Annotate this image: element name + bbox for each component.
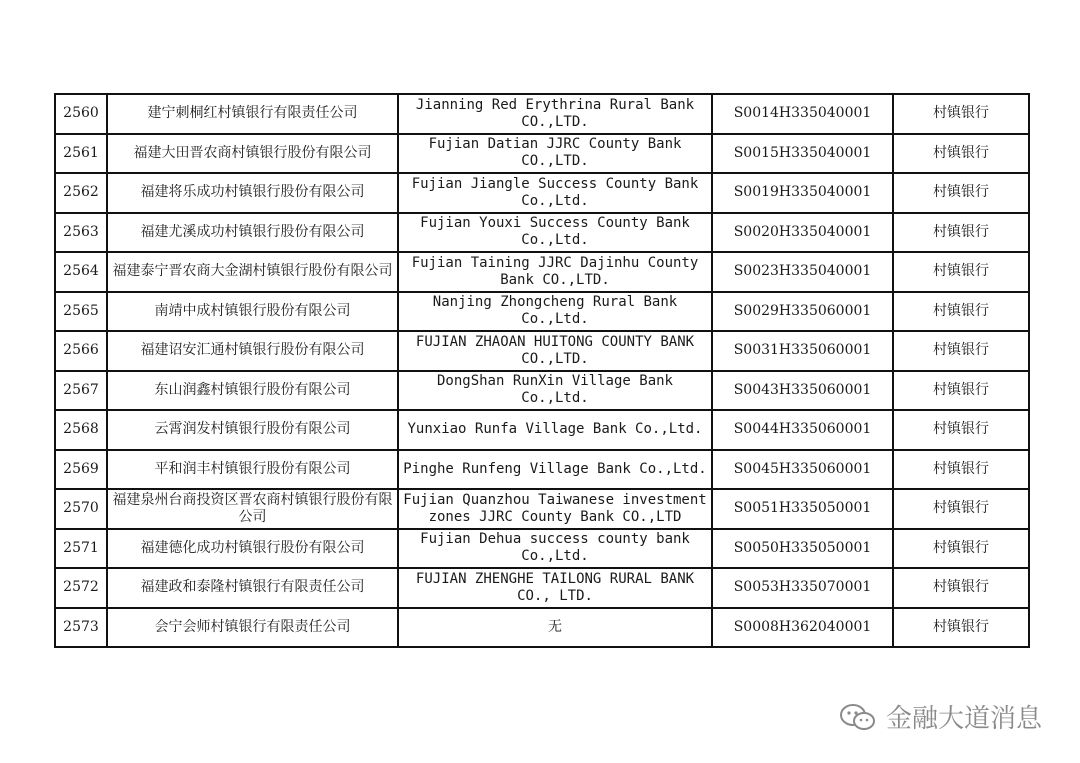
- table-row: [55, 410, 1029, 450]
- table-row: [55, 213, 1029, 253]
- cell-institution-type: 村镇银行: [893, 450, 1029, 490]
- cell-english-name: Yunxiao Runfa Village Bank Co.,Ltd.: [398, 410, 712, 450]
- cell-chinese-name: 福建将乐成功村镇银行股份有限公司: [107, 173, 398, 213]
- cell-institution-code: S0015H335040001: [712, 134, 893, 174]
- cell-institution-type: 村镇银行: [893, 331, 1029, 371]
- table-row: [55, 94, 1029, 134]
- cell-english-name: DongShan RunXin Village Bank Co.,Ltd.: [398, 371, 712, 411]
- table-row: [55, 292, 1029, 332]
- table-row: [55, 252, 1029, 292]
- cell-institution-code: S0045H335060001: [712, 450, 893, 490]
- cell-serial-number: 2571: [55, 529, 107, 569]
- cell-english-name: Fujian Jiangle Success County Bank Co.,Ltd.: [398, 173, 712, 213]
- cell-institution-code: S0023H335040001: [712, 252, 893, 292]
- cell-institution-code: S0031H335060001: [712, 331, 893, 371]
- cell-chinese-name: 会宁会师村镇银行有限责任公司: [107, 608, 398, 648]
- cell-institution-type: 村镇银行: [893, 568, 1029, 608]
- cell-chinese-name: 福建诏安汇通村镇银行股份有限公司: [107, 331, 398, 371]
- wechat-icon: [838, 702, 878, 732]
- cell-institution-code: S0044H335060001: [712, 410, 893, 450]
- table-row: [55, 173, 1029, 213]
- cell-english-name: FUJIAN ZHENGHE TAILONG RURAL BANK CO., LTD.: [398, 568, 712, 608]
- cell-institution-code: S0050H335050001: [712, 529, 893, 569]
- watermark: [838, 698, 1042, 735]
- cell-english-name: Fujian Taining JJRC Dajinhu County Bank CO.,LTD.: [398, 252, 712, 292]
- cell-english-name: Jianning Red Erythrina Rural Bank CO.,LTD.: [398, 94, 712, 134]
- cell-chinese-name: 福建尤溪成功村镇银行股份有限公司: [107, 213, 398, 253]
- watermark-text: 金融大道消息: [886, 704, 1043, 734]
- cell-institution-type: 村镇银行: [893, 94, 1029, 134]
- cell-serial-number: 2566: [55, 331, 107, 371]
- cell-serial-number: 2570: [55, 489, 107, 529]
- cell-serial-number: 2568: [55, 410, 107, 450]
- table-row: [55, 608, 1029, 648]
- cell-serial-number: 2569: [55, 450, 107, 490]
- cell-chinese-name: 云霄润发村镇银行股份有限公司: [107, 410, 398, 450]
- cell-serial-number: 2561: [55, 134, 107, 174]
- cell-institution-code: S0020H335040001: [712, 213, 893, 253]
- cell-institution-type: 村镇银行: [893, 252, 1029, 292]
- cell-english-name: Fujian Dehua success county bank Co.,Ltd.: [398, 529, 712, 569]
- cell-chinese-name: 南靖中成村镇银行股份有限公司: [107, 292, 398, 332]
- cell-serial-number: 2564: [55, 252, 107, 292]
- cell-serial-number: 2567: [55, 371, 107, 411]
- table-row: [55, 134, 1029, 174]
- cell-chinese-name: 福建政和泰隆村镇银行有限责任公司: [107, 568, 398, 608]
- cell-chinese-name: 建宁刺桐红村镇银行有限责任公司: [107, 94, 398, 134]
- cell-english-name: FUJIAN ZHAOAN HUITONG COUNTY BANK CO.,LTD.: [398, 331, 712, 371]
- cell-chinese-name: 福建德化成功村镇银行股份有限公司: [107, 529, 398, 569]
- table-row: [55, 331, 1029, 371]
- cell-english-name: Pinghe Runfeng Village Bank Co.,Ltd.: [398, 450, 712, 490]
- cell-institution-type: 村镇银行: [893, 371, 1029, 411]
- table-row: [55, 371, 1029, 411]
- cell-chinese-name: 福建泉州台商投资区晋农商村镇银行股份有限公司: [107, 489, 398, 529]
- cell-english-name: Fujian Quanzhou Taiwanese investment zones JJRC County Bank CO.,LTD: [398, 489, 712, 529]
- cell-serial-number: 2560: [55, 94, 107, 134]
- cell-institution-type: 村镇银行: [893, 173, 1029, 213]
- table-row: [55, 568, 1029, 608]
- cell-institution-code: S0029H335060001: [712, 292, 893, 332]
- cell-institution-code: S0014H335040001: [712, 94, 893, 134]
- bank-list-body: [55, 94, 1029, 647]
- cell-chinese-name: 福建泰宁晋农商大金湖村镇银行股份有限公司: [107, 252, 398, 292]
- cell-serial-number: 2572: [55, 568, 107, 608]
- bank-list-table: [54, 93, 1030, 648]
- cell-english-name: 无: [398, 608, 712, 648]
- cell-english-name: Fujian Datian JJRC County Bank CO.,LTD.: [398, 134, 712, 174]
- cell-chinese-name: 东山润鑫村镇银行股份有限公司: [107, 371, 398, 411]
- cell-serial-number: 2563: [55, 213, 107, 253]
- cell-serial-number: 2565: [55, 292, 107, 332]
- table-row: [55, 489, 1029, 529]
- cell-institution-type: 村镇银行: [893, 213, 1029, 253]
- cell-chinese-name: 平和润丰村镇银行股份有限公司: [107, 450, 398, 490]
- cell-institution-code: S0051H335050001: [712, 489, 893, 529]
- table-row: [55, 529, 1029, 569]
- cell-institution-type: 村镇银行: [893, 410, 1029, 450]
- cell-institution-type: 村镇银行: [893, 608, 1029, 648]
- cell-institution-type: 村镇银行: [893, 529, 1029, 569]
- cell-serial-number: 2562: [55, 173, 107, 213]
- table-row: [55, 450, 1029, 490]
- cell-chinese-name: 福建大田晋农商村镇银行股份有限公司: [107, 134, 398, 174]
- cell-english-name: Fujian Youxi Success County Bank Co.,Ltd.: [398, 213, 712, 253]
- cell-institution-type: 村镇银行: [893, 489, 1029, 529]
- cell-serial-number: 2573: [55, 608, 107, 648]
- cell-institution-code: S0043H335060001: [712, 371, 893, 411]
- cell-institution-code: S0008H362040001: [712, 608, 893, 648]
- cell-institution-code: S0053H335070001: [712, 568, 893, 608]
- cell-institution-type: 村镇银行: [893, 134, 1029, 174]
- cell-institution-code: S0019H335040001: [712, 173, 893, 213]
- cell-english-name: Nanjing Zhongcheng Rural Bank Co.,Ltd.: [398, 292, 712, 332]
- cell-institution-type: 村镇银行: [893, 292, 1029, 332]
